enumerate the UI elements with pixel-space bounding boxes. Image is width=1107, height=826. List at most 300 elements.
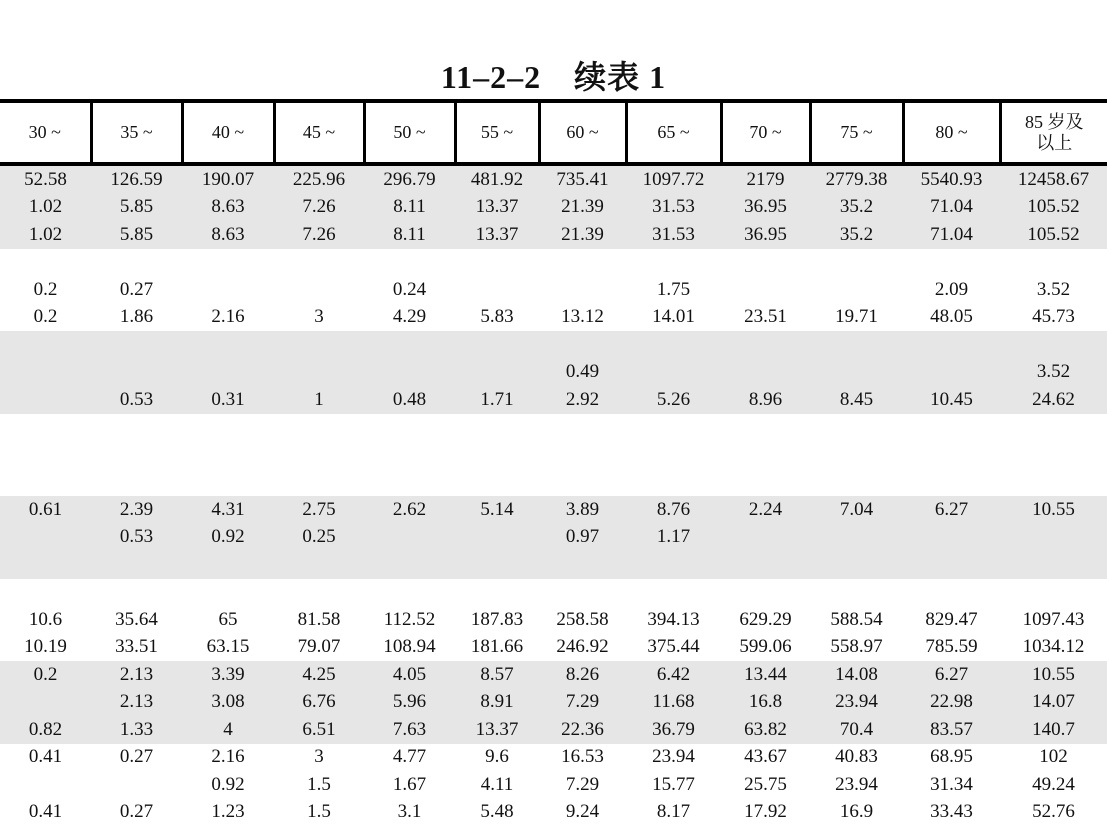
table-cell xyxy=(810,551,903,579)
table-cell: 2.13 xyxy=(91,689,182,717)
table-cell xyxy=(539,469,626,497)
table-cell: 0.41 xyxy=(0,799,91,826)
column-header: 45 ~ xyxy=(274,101,364,164)
table-cell: 6.42 xyxy=(626,661,721,689)
table-row xyxy=(0,469,1107,497)
table-cell: 5.85 xyxy=(91,221,182,249)
table-cell: 33.43 xyxy=(903,799,1000,826)
table-cell: 629.29 xyxy=(721,606,810,634)
table-cell: 23.94 xyxy=(626,744,721,772)
table-cell: 8.63 xyxy=(182,221,274,249)
table-cell: 1.5 xyxy=(274,799,364,826)
table-cell xyxy=(455,524,539,552)
table-cell: 105.52 xyxy=(1000,221,1107,249)
table-cell: 8.11 xyxy=(364,221,455,249)
table-row xyxy=(0,524,1107,552)
table-row xyxy=(0,606,1107,634)
table-cell xyxy=(274,579,364,607)
table-row xyxy=(0,386,1107,414)
table-cell xyxy=(455,441,539,469)
table-cell: 13.44 xyxy=(721,661,810,689)
table-cell: 31.53 xyxy=(626,221,721,249)
table-cell xyxy=(455,331,539,359)
table-cell: 22.98 xyxy=(903,689,1000,717)
table-cell: 2.92 xyxy=(539,386,626,414)
table-row xyxy=(0,194,1107,222)
table-cell xyxy=(0,579,91,607)
table-cell xyxy=(91,579,182,607)
table-cell: 19.71 xyxy=(810,304,903,332)
table-cell: 8.63 xyxy=(182,194,274,222)
table-cell xyxy=(364,579,455,607)
table-cell: 102 xyxy=(1000,744,1107,772)
table-body xyxy=(0,164,1107,826)
table-cell xyxy=(364,551,455,579)
table-row xyxy=(0,249,1107,277)
table-cell xyxy=(539,551,626,579)
table-cell: 2779.38 xyxy=(810,164,903,194)
table-cell: 0.92 xyxy=(182,524,274,552)
table-cell: 0.27 xyxy=(91,744,182,772)
table-cell: 14.08 xyxy=(810,661,903,689)
column-header: 75 ~ xyxy=(810,101,903,164)
table-cell xyxy=(1000,469,1107,497)
table-cell xyxy=(0,469,91,497)
table-cell: 112.52 xyxy=(364,606,455,634)
table-cell: 14.07 xyxy=(1000,689,1107,717)
table-cell: 43.67 xyxy=(721,744,810,772)
table-cell xyxy=(539,414,626,442)
table-cell: 4.31 xyxy=(182,496,274,524)
table-row xyxy=(0,331,1107,359)
table-cell xyxy=(626,469,721,497)
table-cell: 24.62 xyxy=(1000,386,1107,414)
table-cell: 0.61 xyxy=(0,496,91,524)
table-cell xyxy=(0,331,91,359)
table-cell: 187.83 xyxy=(455,606,539,634)
table-cell xyxy=(274,441,364,469)
table-cell: 11.68 xyxy=(626,689,721,717)
table-cell: 258.58 xyxy=(539,606,626,634)
table-cell xyxy=(0,249,91,277)
table-cell: 140.7 xyxy=(1000,716,1107,744)
table-cell: 1 xyxy=(274,386,364,414)
table-cell: 0.24 xyxy=(364,276,455,304)
table-cell: 7.26 xyxy=(274,194,364,222)
table-cell: 8.11 xyxy=(364,194,455,222)
table-cell xyxy=(539,249,626,277)
table-cell: 23.51 xyxy=(721,304,810,332)
table-cell xyxy=(1000,524,1107,552)
table-cell xyxy=(182,276,274,304)
table-cell: 14.01 xyxy=(626,304,721,332)
table-cell xyxy=(810,331,903,359)
table-cell: 785.59 xyxy=(903,634,1000,662)
table-cell xyxy=(274,469,364,497)
table-cell: 35.2 xyxy=(810,194,903,222)
table-cell xyxy=(182,331,274,359)
table-cell xyxy=(0,771,91,799)
table-cell xyxy=(721,249,810,277)
table-cell xyxy=(455,276,539,304)
table-cell: 22.36 xyxy=(539,716,626,744)
table-cell: 17.92 xyxy=(721,799,810,826)
table-cell xyxy=(455,551,539,579)
table-cell: 10.6 xyxy=(0,606,91,634)
table-cell xyxy=(539,331,626,359)
table-cell: 81.58 xyxy=(274,606,364,634)
table-cell: 1.5 xyxy=(274,771,364,799)
table-cell: 4 xyxy=(182,716,274,744)
table-row xyxy=(0,441,1107,469)
table-cell: 71.04 xyxy=(903,194,1000,222)
table-cell xyxy=(810,579,903,607)
table-cell: 13.37 xyxy=(455,716,539,744)
table-cell xyxy=(91,414,182,442)
table-cell xyxy=(0,386,91,414)
column-header: 65 ~ xyxy=(626,101,721,164)
table-cell: 5.26 xyxy=(626,386,721,414)
column-header: 50 ~ xyxy=(364,101,455,164)
table-cell: 2.16 xyxy=(182,304,274,332)
table-cell: 4.77 xyxy=(364,744,455,772)
table-row xyxy=(0,276,1107,304)
table-cell xyxy=(364,441,455,469)
table-cell xyxy=(903,331,1000,359)
table-cell xyxy=(721,469,810,497)
table-cell: 10.45 xyxy=(903,386,1000,414)
table-cell: 13.37 xyxy=(455,221,539,249)
table-cell xyxy=(1000,551,1107,579)
table-cell: 6.27 xyxy=(903,661,1000,689)
table-cell: 0.82 xyxy=(0,716,91,744)
table-cell: 0.49 xyxy=(539,359,626,387)
table-cell: 5.85 xyxy=(91,194,182,222)
table-cell: 3.89 xyxy=(539,496,626,524)
table-cell: 7.29 xyxy=(539,689,626,717)
table-cell: 394.13 xyxy=(626,606,721,634)
table-title: 11–2–2 续表 1 xyxy=(0,52,1107,98)
table-cell: 2.62 xyxy=(364,496,455,524)
table-cell xyxy=(455,414,539,442)
table-row xyxy=(0,799,1107,826)
table-cell: 1097.72 xyxy=(626,164,721,194)
table-cell xyxy=(364,414,455,442)
table-cell: 33.51 xyxy=(91,634,182,662)
table-cell: 7.26 xyxy=(274,221,364,249)
table-cell: 15.77 xyxy=(626,771,721,799)
table-cell xyxy=(903,359,1000,387)
table-cell xyxy=(1000,249,1107,277)
table-cell: 5.83 xyxy=(455,304,539,332)
table-cell xyxy=(91,441,182,469)
table-cell xyxy=(0,551,91,579)
table-cell: 481.92 xyxy=(455,164,539,194)
table-row xyxy=(0,661,1107,689)
table-cell: 31.53 xyxy=(626,194,721,222)
column-header: 70 ~ xyxy=(721,101,810,164)
table-cell xyxy=(274,359,364,387)
table-cell: 0.41 xyxy=(0,744,91,772)
table-cell xyxy=(91,771,182,799)
table-cell: 108.94 xyxy=(364,634,455,662)
table-cell xyxy=(539,441,626,469)
table-cell xyxy=(626,579,721,607)
table-cell xyxy=(1000,579,1107,607)
table-cell: 70.4 xyxy=(810,716,903,744)
table-cell: 0.97 xyxy=(539,524,626,552)
table-cell: 79.07 xyxy=(274,634,364,662)
table-cell: 7.29 xyxy=(539,771,626,799)
table-cell: 1.02 xyxy=(0,194,91,222)
table-cell: 4.29 xyxy=(364,304,455,332)
table-cell xyxy=(1000,414,1107,442)
table-cell: 1.86 xyxy=(91,304,182,332)
table-cell: 8.91 xyxy=(455,689,539,717)
table-cell: 7.04 xyxy=(810,496,903,524)
table-cell xyxy=(182,579,274,607)
table-cell: 16.53 xyxy=(539,744,626,772)
table-cell: 36.95 xyxy=(721,221,810,249)
table-cell: 0.27 xyxy=(91,799,182,826)
table-cell: 1.67 xyxy=(364,771,455,799)
table-cell: 8.45 xyxy=(810,386,903,414)
table-cell: 2.16 xyxy=(182,744,274,772)
table-cell xyxy=(274,249,364,277)
table-cell xyxy=(91,359,182,387)
table-cell xyxy=(626,359,721,387)
table-cell: 558.97 xyxy=(810,634,903,662)
table-cell: 296.79 xyxy=(364,164,455,194)
table-cell: 45.73 xyxy=(1000,304,1107,332)
table-cell xyxy=(274,414,364,442)
table-row xyxy=(0,221,1107,249)
table-cell: 3.52 xyxy=(1000,359,1107,387)
table-cell: 35.2 xyxy=(810,221,903,249)
table-cell: 1.71 xyxy=(455,386,539,414)
table-cell: 68.95 xyxy=(903,744,1000,772)
table-cell: 1097.43 xyxy=(1000,606,1107,634)
table-cell xyxy=(0,359,91,387)
table-cell xyxy=(0,441,91,469)
table-cell: 3 xyxy=(274,744,364,772)
table-cell: 0.27 xyxy=(91,276,182,304)
table-cell xyxy=(721,276,810,304)
table-cell xyxy=(810,441,903,469)
table-cell: 10.55 xyxy=(1000,661,1107,689)
table-cell xyxy=(903,469,1000,497)
table-cell: 599.06 xyxy=(721,634,810,662)
table-cell: 0.53 xyxy=(91,386,182,414)
table-cell: 3 xyxy=(274,304,364,332)
table-cell xyxy=(626,249,721,277)
table-cell: 6.51 xyxy=(274,716,364,744)
table-cell: 225.96 xyxy=(274,164,364,194)
table-row xyxy=(0,304,1107,332)
table-cell: 8.26 xyxy=(539,661,626,689)
table-cell: 36.95 xyxy=(721,194,810,222)
table-cell xyxy=(626,551,721,579)
table-cell xyxy=(903,551,1000,579)
table-cell: 63.82 xyxy=(721,716,810,744)
table-cell: 40.83 xyxy=(810,744,903,772)
table-cell: 126.59 xyxy=(91,164,182,194)
table-cell: 0.31 xyxy=(182,386,274,414)
table-cell: 4.25 xyxy=(274,661,364,689)
table-cell xyxy=(721,359,810,387)
table-cell: 31.34 xyxy=(903,771,1000,799)
table-cell: 16.9 xyxy=(810,799,903,826)
table-cell: 21.39 xyxy=(539,221,626,249)
column-header: 55 ~ xyxy=(455,101,539,164)
table-cell: 65 xyxy=(182,606,274,634)
table-cell: 36.79 xyxy=(626,716,721,744)
table-cell: 52.76 xyxy=(1000,799,1107,826)
column-header: 30 ~ xyxy=(0,101,91,164)
table-cell: 8.17 xyxy=(626,799,721,826)
table-cell xyxy=(721,551,810,579)
table-cell: 21.39 xyxy=(539,194,626,222)
table-cell: 48.05 xyxy=(903,304,1000,332)
table-cell: 23.94 xyxy=(810,689,903,717)
table-cell xyxy=(626,441,721,469)
table-cell xyxy=(364,331,455,359)
table-cell xyxy=(810,414,903,442)
table-cell: 0.48 xyxy=(364,386,455,414)
table-cell: 181.66 xyxy=(455,634,539,662)
table-cell: 63.15 xyxy=(182,634,274,662)
table-cell: 8.96 xyxy=(721,386,810,414)
table-cell xyxy=(721,331,810,359)
table-cell xyxy=(182,441,274,469)
table-cell: 1034.12 xyxy=(1000,634,1107,662)
table-cell xyxy=(274,331,364,359)
table-cell: 5.96 xyxy=(364,689,455,717)
table-cell: 375.44 xyxy=(626,634,721,662)
table-cell: 49.24 xyxy=(1000,771,1107,799)
table-cell xyxy=(721,579,810,607)
table-cell xyxy=(539,579,626,607)
table-cell xyxy=(91,331,182,359)
table-cell: 6.76 xyxy=(274,689,364,717)
table-cell: 4.05 xyxy=(364,661,455,689)
table-cell: 6.27 xyxy=(903,496,1000,524)
table-cell: 735.41 xyxy=(539,164,626,194)
table-cell: 246.92 xyxy=(539,634,626,662)
header-row xyxy=(0,101,1107,164)
table-cell: 4.11 xyxy=(455,771,539,799)
table-cell: 2179 xyxy=(721,164,810,194)
table-row xyxy=(0,414,1107,442)
table-cell xyxy=(903,441,1000,469)
table-cell xyxy=(626,414,721,442)
table-cell: 190.07 xyxy=(182,164,274,194)
table-cell xyxy=(91,469,182,497)
table-cell: 0.25 xyxy=(274,524,364,552)
table-cell xyxy=(903,414,1000,442)
table-cell xyxy=(91,551,182,579)
table-cell: 8.57 xyxy=(455,661,539,689)
table-cell: 1.23 xyxy=(182,799,274,826)
table-cell: 588.54 xyxy=(810,606,903,634)
table-cell xyxy=(1000,441,1107,469)
table-cell: 8.76 xyxy=(626,496,721,524)
table-cell xyxy=(903,249,1000,277)
table-cell xyxy=(455,249,539,277)
table-cell: 2.13 xyxy=(91,661,182,689)
table-row xyxy=(0,744,1107,772)
table-cell: 5540.93 xyxy=(903,164,1000,194)
table-cell xyxy=(903,579,1000,607)
table-cell: 10.55 xyxy=(1000,496,1107,524)
table-cell xyxy=(626,331,721,359)
table-row xyxy=(0,551,1107,579)
table-row xyxy=(0,689,1107,717)
table-row xyxy=(0,716,1107,744)
table-cell xyxy=(810,359,903,387)
table-row xyxy=(0,771,1107,799)
table-cell: 9.24 xyxy=(539,799,626,826)
table-cell xyxy=(810,524,903,552)
table-cell: 83.57 xyxy=(903,716,1000,744)
table-cell: 105.52 xyxy=(1000,194,1107,222)
table-cell: 5.14 xyxy=(455,496,539,524)
table-cell: 1.17 xyxy=(626,524,721,552)
column-header: 60 ~ xyxy=(539,101,626,164)
table-cell xyxy=(274,551,364,579)
table-cell xyxy=(455,359,539,387)
table-cell xyxy=(455,579,539,607)
table-cell: 2.24 xyxy=(721,496,810,524)
table-cell: 3.39 xyxy=(182,661,274,689)
table-cell: 0.92 xyxy=(182,771,274,799)
table-cell xyxy=(182,359,274,387)
table-row xyxy=(0,634,1107,662)
table-cell: 12458.67 xyxy=(1000,164,1107,194)
table-cell: 13.37 xyxy=(455,194,539,222)
table-cell: 71.04 xyxy=(903,221,1000,249)
table-cell: 2.39 xyxy=(91,496,182,524)
table-cell xyxy=(91,249,182,277)
table-cell: 13.12 xyxy=(539,304,626,332)
table-cell xyxy=(274,276,364,304)
table-cell xyxy=(810,469,903,497)
table-cell: 7.63 xyxy=(364,716,455,744)
table-cell xyxy=(182,414,274,442)
table-cell: 25.75 xyxy=(721,771,810,799)
column-header: 85 岁及 以上 xyxy=(1000,101,1107,164)
table-cell xyxy=(182,469,274,497)
table-cell: 0.2 xyxy=(0,276,91,304)
table-cell xyxy=(364,524,455,552)
table-row xyxy=(0,496,1107,524)
table-cell: 2.75 xyxy=(274,496,364,524)
table-cell xyxy=(0,689,91,717)
table-cell xyxy=(182,249,274,277)
table-cell: 0.2 xyxy=(0,661,91,689)
table-cell xyxy=(0,524,91,552)
table-cell: 0.53 xyxy=(91,524,182,552)
table-cell: 10.19 xyxy=(0,634,91,662)
table-cell: 0.2 xyxy=(0,304,91,332)
table-cell xyxy=(455,469,539,497)
table-cell: 1.02 xyxy=(0,221,91,249)
table-cell xyxy=(810,276,903,304)
table-cell: 9.6 xyxy=(455,744,539,772)
table-cell xyxy=(364,359,455,387)
table-cell: 5.48 xyxy=(455,799,539,826)
table-cell xyxy=(721,441,810,469)
